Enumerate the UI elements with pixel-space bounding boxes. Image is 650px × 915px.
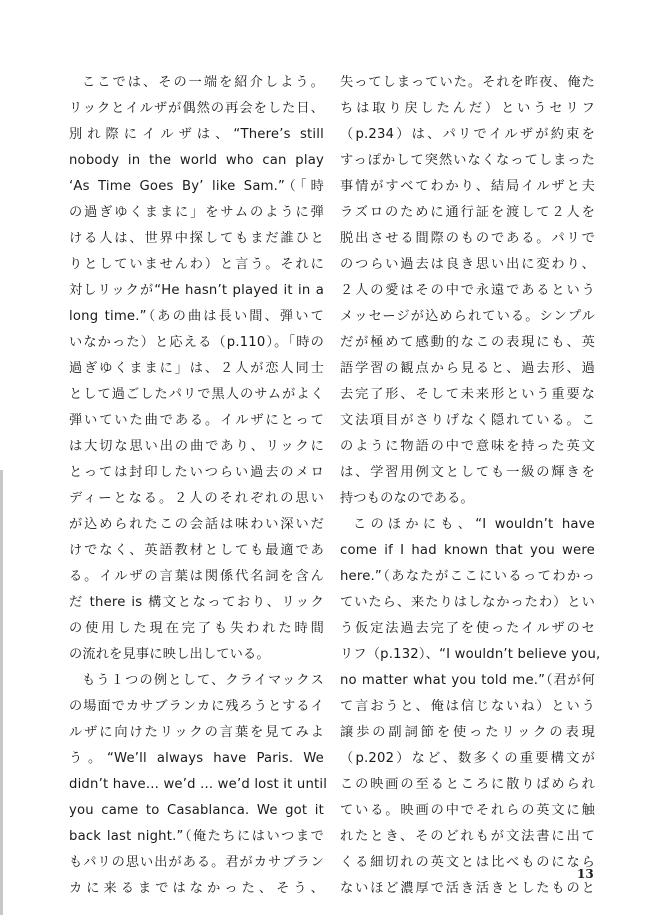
text-line: 文法項目がさりげなく隠れている。こ bbox=[340, 413, 595, 428]
text-line: もパリの思い出がある。君がカサブラン bbox=[69, 855, 324, 870]
text-line: のつらい過去は良き思い出に変わり、 bbox=[340, 257, 595, 272]
text-line: （p.202）など、数多くの重要構文が bbox=[340, 751, 595, 766]
text-line: ルザに向けたリックの言葉を見てみよ bbox=[69, 725, 324, 740]
text-line: いなかった）と応える（p.110）。「時の bbox=[69, 335, 324, 350]
text-line: you came to Casablanca. We got it bbox=[69, 803, 324, 818]
text-line: 別れ際にイルザは、“There’s still bbox=[69, 127, 324, 142]
text-line: の使用した現在完了も失われた時間 bbox=[69, 621, 324, 636]
left-text-column bbox=[69, 70, 328, 902]
text-line: ている。映画の中でそれらの英文に触 bbox=[340, 803, 595, 818]
page-edge-line bbox=[0, 0, 3, 915]
text-line: う仮定法過去完了を使ったイルザのセ bbox=[340, 621, 595, 636]
text-line: て言おうと、俺は信じないね）という bbox=[340, 699, 595, 714]
text-line: が込められたこの会話は味わい深いだ bbox=[69, 517, 324, 532]
text-line: る。イルザの言葉は関係代名詞を含ん bbox=[69, 569, 324, 584]
text-line: 脱出させる間際のものである。パリで bbox=[340, 231, 595, 246]
text-line: は、学習用例文としても一級の輝きを bbox=[340, 465, 595, 480]
text-line: だが極めて感動的なこの表現にも、英 bbox=[340, 335, 595, 350]
text-line: メッセージが込められている。シンプル bbox=[340, 309, 595, 324]
text-line: 事情がすべてわかり、結局イルザと夫 bbox=[340, 179, 595, 194]
text-line: とっては封印したいつらい過去のメロ bbox=[69, 465, 324, 480]
text-line: 譲歩の副詞節を使ったリックの表現 bbox=[340, 725, 595, 740]
text-line: う。“We’ll always have Paris. We bbox=[69, 751, 324, 766]
text-line: りとしていませんわ）と言う。それに bbox=[69, 257, 324, 272]
text-line: すっぽかして突然いなくなってしまった bbox=[340, 153, 595, 168]
text-line: くる細切れの英文とは比べものになら bbox=[340, 855, 595, 870]
text-line: 失ってしまっていた。それを昨夜、俺た bbox=[340, 75, 595, 90]
text-line: ラズロのために通行証を渡して２人を bbox=[340, 205, 595, 220]
text-line: リックとイルザが偶然の再会をした日、 bbox=[69, 101, 324, 116]
text-line: come if I had known that you were bbox=[340, 543, 595, 558]
text-line: ‘As Time Goes By’ like Sam.”（「時 bbox=[69, 179, 324, 194]
text-line: 持つものなのである。 bbox=[340, 491, 474, 506]
text-line: の流れを見事に映し出している。 bbox=[69, 647, 270, 662]
text-line: 去完了形、そして未来形という重要な bbox=[340, 387, 595, 402]
right-text-column bbox=[340, 70, 601, 902]
text-line: の過ぎゆくままに」をサムのように弾 bbox=[69, 205, 324, 220]
text-line: は大切な思い出の曲であり、リックに bbox=[69, 439, 324, 454]
text-line: リフ（p.132）、“I wouldn’t believe you, bbox=[340, 647, 601, 662]
text-line: ける人は、世界中探してもまだ誰ひと bbox=[69, 231, 324, 246]
text-line: ちは取り戻したんだ）というセリフ bbox=[340, 101, 595, 116]
text-line: didn’t have... we’d ... we’d lost it until bbox=[69, 777, 328, 792]
text-line: だ there is 構文となっており、リック bbox=[69, 595, 324, 610]
text-line: ２人の愛はその中で永遠であるという bbox=[340, 283, 595, 298]
text-line: back last night.”（俺たちにはいつまで bbox=[69, 829, 324, 844]
text-line: ディーとなる。２人のそれぞれの思い bbox=[69, 491, 324, 506]
text-line: long time.”（あの曲は長い間、弾いて bbox=[69, 309, 324, 324]
text-line: もう１つの例として、クライマックス bbox=[82, 673, 324, 688]
text-line: nobody in the world who can play bbox=[69, 153, 324, 168]
text-line: このほかにも、“I wouldn’t have bbox=[353, 517, 595, 532]
text-line: ていたら、来たりはしなかったわ）とい bbox=[340, 595, 595, 610]
text-line: 語学習の観点から見ると、過去形、過 bbox=[340, 361, 595, 376]
text-line: no matter what you told me.”（君が何 bbox=[340, 673, 595, 688]
text-line: （p.234）は、パリでイルザが約束を bbox=[340, 127, 595, 142]
text-line: ここでは、その一端を紹介しよう。 bbox=[82, 75, 324, 90]
text-line: この映画の至るところに散りばめられ bbox=[340, 777, 595, 792]
page-number: 13 bbox=[577, 867, 594, 881]
text-line: ないほど濃厚で活き活きとしたものと bbox=[340, 881, 595, 896]
text-line: here.”（あなたがここにいるってわかっ bbox=[340, 569, 595, 584]
text-line: 対しリックが“He hasn’t played it in a bbox=[69, 283, 324, 298]
text-line: のように物語の中で意味を持った英文 bbox=[340, 439, 595, 454]
text-line: れたとき、そのどれもが文法書に出て bbox=[340, 829, 595, 844]
text-line: の場面でカサブランカに残ろうとするイ bbox=[69, 699, 324, 714]
text-line: 過ぎゆくままに」は、２人が恋人同士 bbox=[69, 361, 324, 376]
text-line: として過ごしたパリで黒人のサムがよく bbox=[69, 387, 324, 402]
text-line: けでなく、英語教材としても最適であ bbox=[69, 543, 324, 558]
text-line: 弾いていた曲である。イルザにとって bbox=[69, 413, 324, 428]
text-line: カに来るまではなかった、そう、 bbox=[69, 881, 324, 896]
